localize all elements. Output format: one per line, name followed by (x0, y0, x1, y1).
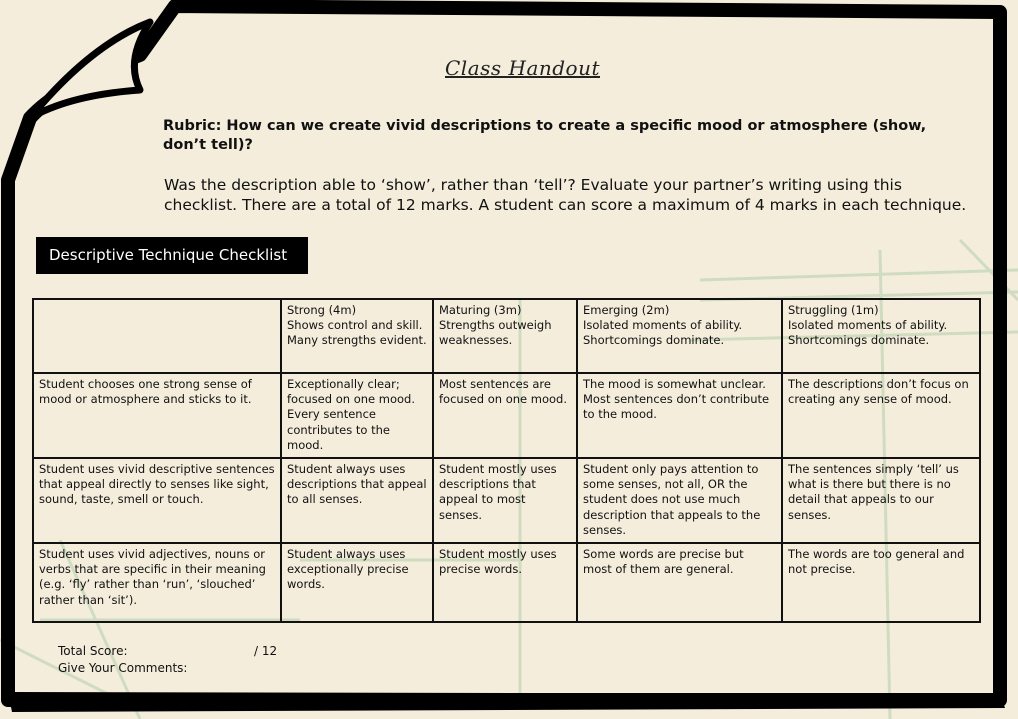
header-cell-maturing: Maturing (3m) Strengths outweigh weaknesses. (433, 299, 577, 373)
struggling-cell: The sentences simply ‘tell’ us what is there but there is no detail that appeals to our senses. (782, 458, 980, 543)
emerging-cell: The mood is somewhat unclear. Most sentences don’t contribute to the mood. (577, 373, 782, 458)
table-row (33, 543, 980, 622)
struggling-cell: The words are too general and not precise. (782, 543, 980, 622)
struggling-cell: The descriptions don’t focus on creating any sense of mood. (782, 373, 980, 458)
header-cell-emerging: Emerging (2m) Isolated moments of ability. Shortcomings dominate. (577, 299, 782, 373)
emerging-cell: Some words are precise but most of them are general. (577, 543, 782, 622)
comments-label: Give Your Comments: (58, 661, 188, 675)
criterion-cell: Student uses vivid descriptive sentences that appeal directly to senses like sight, sound, taste, smell or touch. (33, 458, 281, 543)
header-cell-struggling: Struggling (1m) Isolated moments of ability. Shortcomings dominate. (782, 299, 980, 373)
emerging-cell: Student only pays attention to some senses, not all, OR the student does not use much description that appeals to the senses. (577, 458, 782, 543)
total-score-max: / 12 (254, 644, 278, 658)
criterion-cell: Student chooses one strong sense of mood or atmosphere and sticks to it. (33, 373, 281, 458)
header-cell-strong: Strong (4m) Shows control and skill. Many strengths evident. (281, 299, 433, 373)
checklist-heading: Descriptive Technique Checklist (36, 237, 308, 274)
maturing-cell: Most sentences are focused on one mood. (433, 373, 577, 458)
maturing-cell: Student mostly uses precise words. (433, 543, 577, 622)
table-row (33, 373, 980, 458)
handout-title: Class Handout (445, 56, 601, 80)
total-score-label: Total Score: (58, 644, 128, 658)
strong-cell: Student always uses descriptions that appeal to all senses. (281, 458, 433, 543)
strong-cell: Student always uses exceptionally precise words. (281, 543, 433, 622)
criterion-cell: Student uses vivid adjectives, nouns or verbs that are specific in their meaning (e.g. ‘fly’ rather than ‘run’, ‘slouched’ rather than ‘sit’). (33, 543, 281, 622)
maturing-cell: Student mostly uses descriptions that appeal to most senses. (433, 458, 577, 543)
intro-text: Was the description able to ‘show’, rather than ‘tell’? Evaluate your partner’s writing using this checklist. There are a total of 12 marks. A student can score a maximum of 4 marks in each technique. (164, 176, 967, 214)
rubric-question: Rubric: How can we create vivid descriptions to create a specific mood or atmosphere (show, don’t tell)? (163, 118, 927, 153)
score-footer (32, 621, 979, 683)
rubric-table (32, 298, 981, 623)
header-row (33, 299, 980, 373)
strong-cell: Exceptionally clear; focused on one mood. Every sentence contributes to the mood. (281, 373, 433, 458)
header-cell-blank (33, 299, 281, 373)
table-row (33, 458, 980, 543)
